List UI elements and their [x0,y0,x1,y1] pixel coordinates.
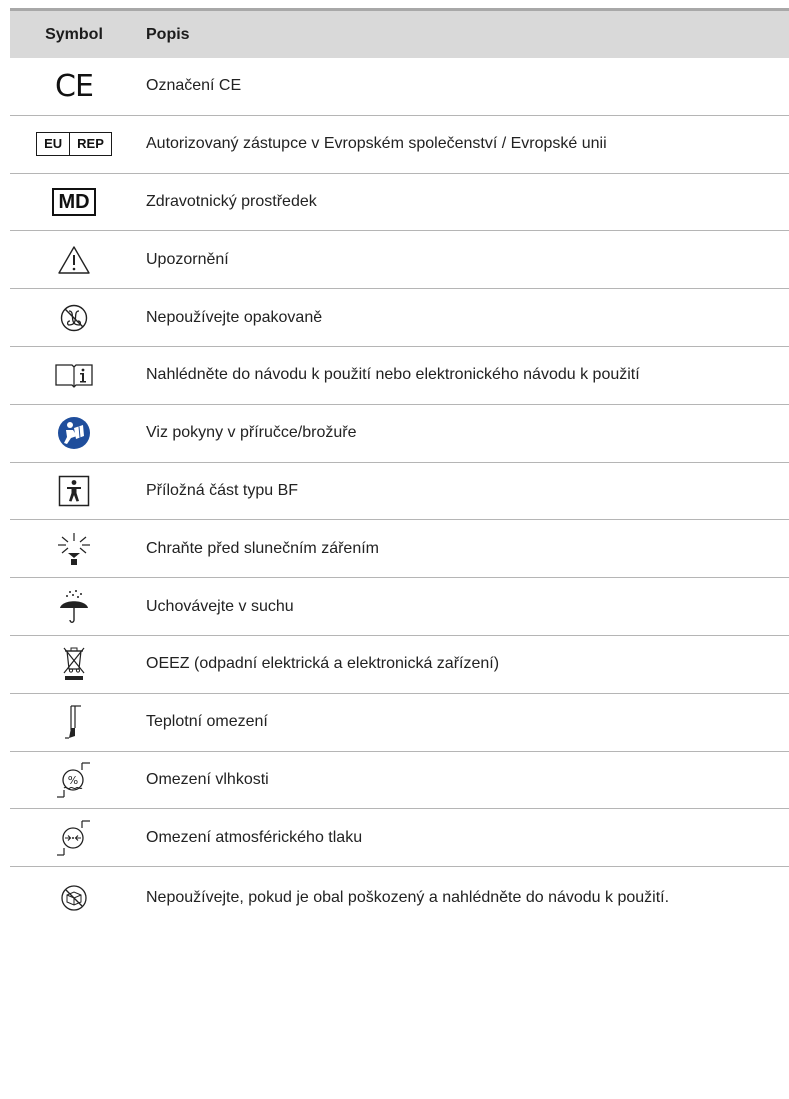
table-row [10,520,789,578]
warning-triangle-icon [10,231,138,288]
row-description: Omezení atmosférického tlaku [146,828,363,846]
consult-ifu-icon [10,347,138,404]
description-column-header: Popis [146,25,190,43]
table-row [10,58,789,116]
table-header [10,8,789,58]
temperature-limit-icon [10,694,138,751]
table-row [10,174,789,232]
table-row [10,578,789,636]
table-row [10,347,789,405]
symbols-table [10,8,789,929]
row-description: Nepoužívejte, pokud je obal poškozený a nahlédněte do návodu k použití. [146,889,670,907]
table-row [10,231,789,289]
symbol-column-header: Symbol [45,25,103,43]
eu-label: EU [44,136,63,152]
table-row [10,694,789,752]
type-bf-applied-part-icon [10,463,138,520]
row-description: Zdravotnický prostředek [146,192,317,210]
rep-label: REP [69,133,111,155]
row-description: Autorizovaný zástupce v Evropském společenství / Evropské unii [146,135,607,153]
weee-bin-icon [10,636,138,693]
keep-dry-icon [10,578,138,635]
svg-text:%: % [67,773,79,787]
table-row [10,752,789,810]
table-row [10,636,789,694]
pressure-limit-icon [10,809,138,866]
ce-mark-text: CE [55,68,93,104]
row-description: Chraňte před slunečním zářením [146,539,379,557]
keep-away-from-sunlight-icon [10,520,138,577]
row-description: Příložná část typu BF [146,481,299,499]
follow-instructions-icon [10,405,138,462]
row-description: Omezení vlhkosti [146,770,269,788]
md-label: MD [52,188,95,216]
table-row [10,463,789,521]
table-row [10,405,789,463]
table-row [10,867,789,929]
row-description: Označení CE [146,77,242,95]
table-row [10,289,789,347]
do-not-use-if-damaged-icon [10,867,138,929]
row-description: Upozornění [146,250,229,268]
medical-device-icon [10,174,138,231]
do-not-reuse-icon [10,289,138,346]
table-row [10,809,789,867]
table-row [10,116,789,174]
ce-mark-icon [10,58,138,115]
row-description: Nepoužívejte opakovaně [146,308,323,326]
row-description: OEEZ (odpadní elektrická a elektronická zařízení) [146,655,500,673]
humidity-limit-icon [10,752,138,809]
row-description: Teplotní omezení [146,713,268,731]
eu-rep-icon [10,116,138,173]
row-description: Uchovávejte v suchu [146,597,294,615]
row-description: Viz pokyny v příručce/brožuře [146,424,357,442]
row-description: Nahlédněte do návodu k použití nebo elektronického návodu k použití [146,366,640,384]
